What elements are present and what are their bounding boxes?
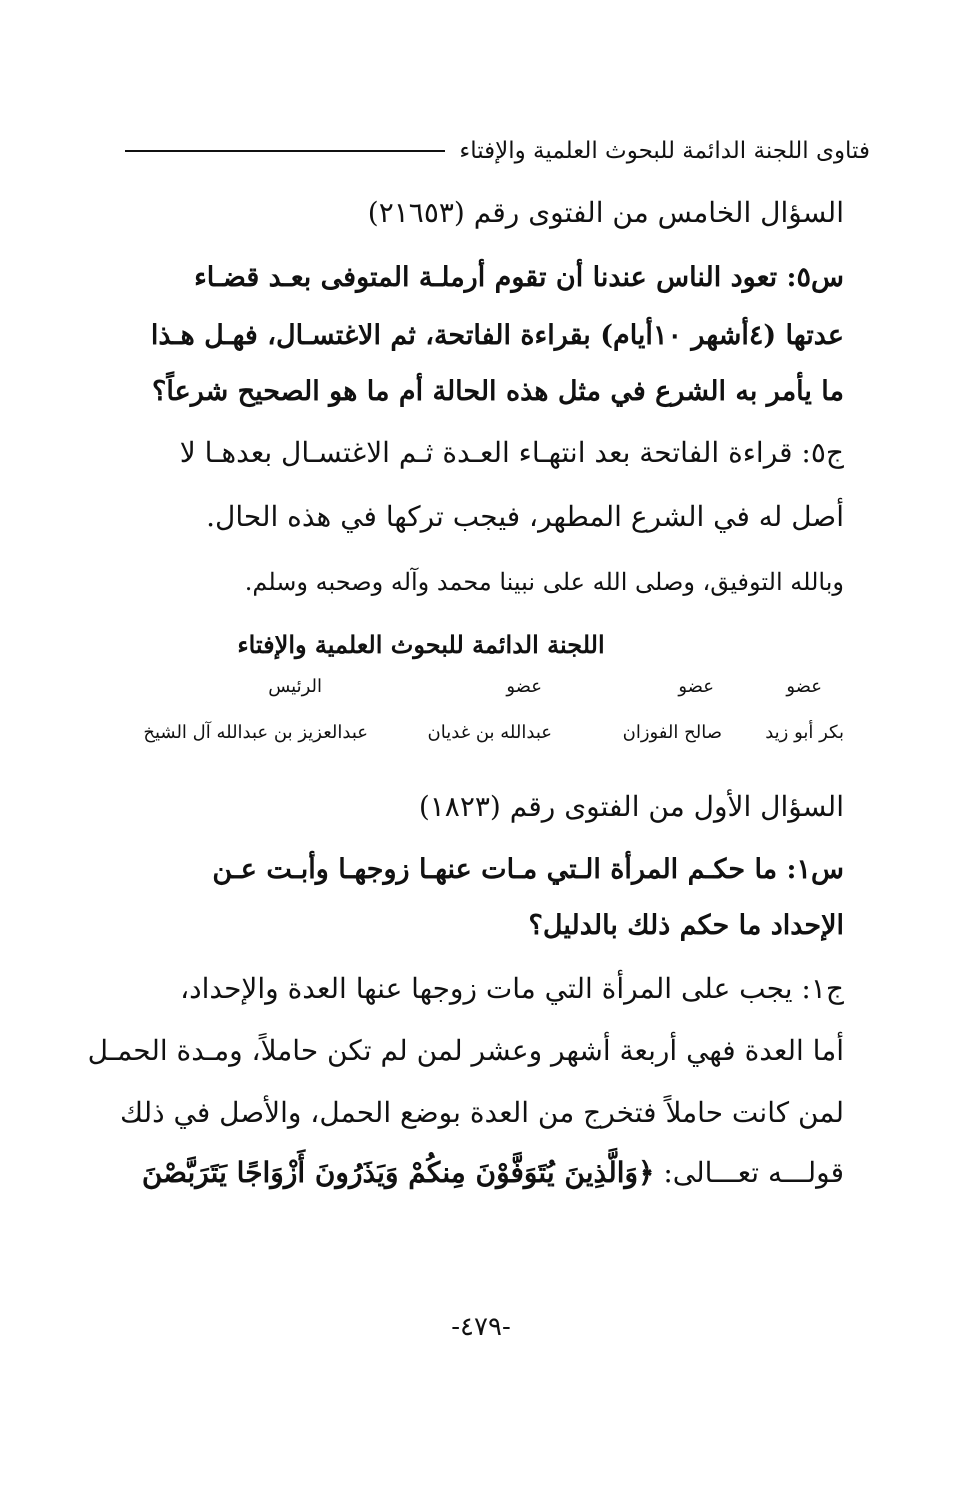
section1-question-line-2: عدتها (٤أشهر ١٠أيام) بقراءة الفاتحة، ثم الاغتسـال، فهـل هـذا [150, 320, 844, 351]
committee-name-2: صالح الفوزان [622, 722, 722, 743]
page-number: -٤٧٩- [451, 1312, 511, 1342]
committee-role-1: عضو [786, 676, 822, 697]
committee-name-1: بكر أبو زيد [765, 722, 844, 743]
committee-role-3: عضو [506, 676, 542, 697]
section1-question-line-1: س٥: تعود الناس عندنا أن تقوم أرملـة المتوفى بعـد قضـاء [194, 262, 844, 293]
running-header [125, 118, 870, 164]
section2-answer-line-3: لمن كانت حاملاً فتخرج من العدة بوضع الحمل، والأصل في ذلك [120, 1096, 844, 1129]
section1-answer-line-2: أصل له في الشرع المطهر، فيجب تركها في هذه الحال. [206, 500, 844, 533]
section1-answer-line-1: ج٥: قراءة الفاتحة بعد انتهـاء العـدة ثـم الاغتسـال بعدهـا لا [179, 436, 844, 469]
section2-question-line-1: س١: ما حكـم المرأة الـتي مـات عنهـا زوجهـا وأبـت عـن [212, 854, 844, 885]
section2-answer-line-1: ج١: يجب على المرأة التي مات زوجها عنها العدة والإحداد، [180, 972, 844, 1005]
section2-answer-line-2: أما العدة فهي أربعة أشهر وعشر لمن لم تكن حاملاً، ومـدة الحمـل [87, 1034, 844, 1067]
header-title: فتاوى اللجنة الدائمة للبحوث العلمية والإفتاء [459, 138, 870, 164]
quran-verse: ﴿وَالَّذِينَ يُتَوَفَّوْنَ مِنكُمْ وَيَذَرُونَ أَزْوَاجًا يَتَرَبَّصْنَ [141, 1156, 655, 1189]
section2-answer-line-4 [132, 1156, 844, 1189]
committee-role-4: الرئيس [268, 676, 322, 697]
committee-role-2: عضو [678, 676, 714, 697]
section1-title: السؤال الخامس من الفتوى رقم (٢١٦٥٣) [367, 196, 844, 229]
section2-title: السؤال الأول من الفتوى رقم (١٨٢٣) [418, 790, 844, 823]
header-rule [125, 150, 445, 152]
quran-intro: قولـــه تعـــالى: [663, 1156, 844, 1189]
section1-closing: وبالله التوفيق، وصلى الله على نبينا محمد وآله وصحبه وسلم. [244, 568, 844, 596]
committee-title: اللجنة الدائمة للبحوث العلمية والإفتاء [237, 630, 605, 659]
section2-question-line-2: الإحداد ما حكم ذلك بالدليل؟ [528, 910, 844, 941]
committee-name-4: عبدالعزيز بن عبدالله آل الشيخ [143, 722, 368, 743]
section1-question-line-3: ما يأمر به الشرع في مثل هذه الحالة أم ما هو الصحيح شرعاً؟ [152, 376, 844, 407]
committee-name-3: عبدالله بن غديان [427, 722, 552, 743]
